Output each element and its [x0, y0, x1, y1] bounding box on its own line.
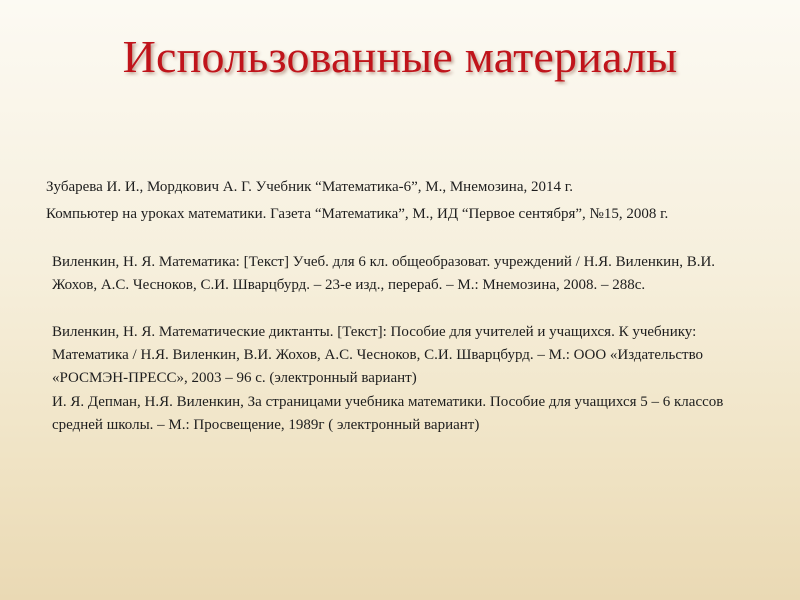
reference-item: Компьютер на уроках математики. Газета “Математика”, М., ИД “Первое сентября”, №15, 2008 г. [46, 206, 669, 222]
reference-item: И. Я. Депман, Н.Я. Виленкин, За страницами учебника математики. Пособие для учащихся 5 – 6 классов средней школы. – М.: Просвещение, 1989г ( электронный вариант) [52, 394, 724, 433]
reference-item: Зубарева И. И., Мордкович А. Г. Учебник “Математика-6”, М., Мнемозина, 2014 г. [46, 179, 573, 195]
reference-item: Виленкин, Н. Я. Математические диктанты. [Текст]: Пособие для учителей и учащихся. К учебнику: Математика / Н.Я. Виленкин, В.И. Жохов, А.С. Чесноков, С.И. Шварцбурд. – М.: ООО «Издательство «РОСМЭН-ПРЕСС», 2003 – 96 с. (электронный вариант) [52, 324, 704, 386]
reference-item: Виленкин, Н. Я. Математика: [Текст] Учеб. для 6 кл. общеобразоват. учреждений / Н.Я. Виленкин, В.И. Жохов, А.С. Чесноков, С.И. Шварцбурд. – 23-е изд., перераб. – М.: Мнемозина, 2008. – 288с. [52, 254, 716, 293]
slide-title: Использованные материалы [122, 31, 678, 82]
